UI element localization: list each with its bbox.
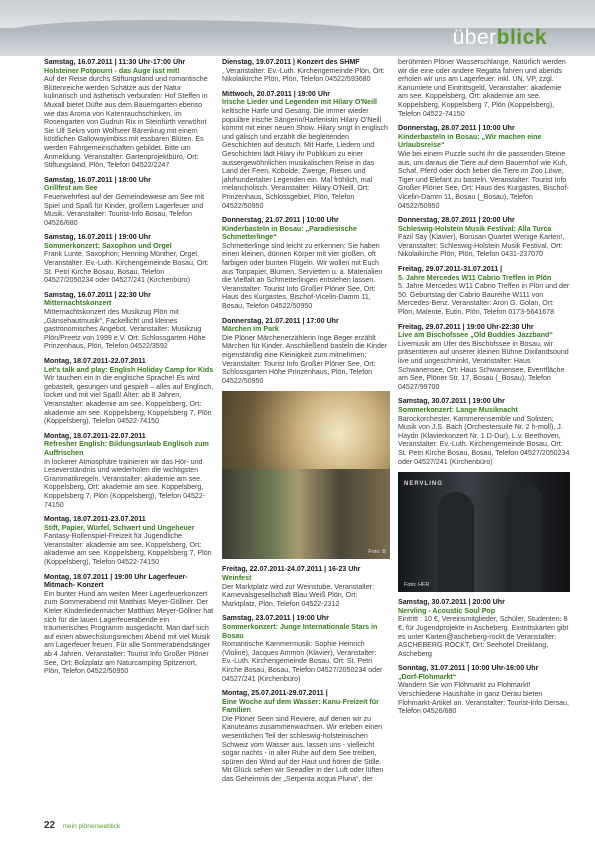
header-banner	[0, 0, 595, 56]
event-date: Freitag, 29.07.2011 | 19:00 Uhr-22:30 Uhr	[398, 322, 534, 331]
event-title: Sommerkonzert: Saxophon und Orgel	[44, 241, 172, 250]
event-title: Schleswig-Holstein Musik Festival: Alla Turca	[398, 224, 552, 233]
event-date: Samstag, 30.07.2011 | 19:00 Uhr	[398, 397, 505, 406]
event-listing	[222, 90, 390, 210]
event-listing	[44, 573, 214, 676]
event-description: Der Marktplatz wird zur Weinstube. Veranstalter: Karnevalsgesellschaft Blau Weiß Plön, Ort: Marktplatz, Plön, Telefon 04522-2312	[222, 582, 375, 608]
event-title: Irische Lieder und Legenden mit Hilary O'Neill	[222, 98, 378, 107]
event-listing	[44, 233, 214, 285]
event-listing	[398, 397, 570, 466]
event-listing	[44, 357, 214, 426]
event-date: Montag, 18.07.2011-22.07.2011	[44, 431, 146, 440]
event-listing	[44, 58, 214, 170]
event-description: Frank Lunte, Saxophon; Henning Münther, Orgel, Veranstalter: Ev.-Luth. Kirchengemeinde Bosau, Ort: St. Petri Kirche Bosau, Bosau, Telefon 04527/2050234 oder 04527/241 (Kirchenbüro)	[44, 250, 209, 285]
photo-credit: Foto: HFR	[404, 581, 430, 588]
event-date: Mittwoch, 20.07.2011 | 19:00 Uhr	[222, 89, 331, 98]
event-title: „Dorf-Flohmarkt“	[398, 672, 457, 681]
event-description: Barockorchester, Kammerensemble und Solisten; Musik von J.S. Bach (Orchestersuite Nr. 2 h-moll), J. Haydn (Klavierkonzert Nr. 1 D-Dur), L.v. Beethoven, Veranstalter: Ev.-Luth. Kirchengemeinde Bosau, Ort: St. Petri Kirche Bosau, Bosau, Telefon 04527/2050234 oder 04527/241 (Kirchenbüro)	[398, 414, 570, 466]
event-description: Fantasy-Rollenspiel-Freizeit für Jugendliche. Veranstalter: akademie am see. Koppelsberg, Ort: akademie am see. Koppelsberg, Koppelsberg 7, Plön (Koppelsberg), Telefon 04522-74150	[44, 532, 212, 567]
event-photo	[222, 391, 390, 559]
event-listing	[44, 291, 214, 351]
event-date: Samstag, 16.07.2011 | 11:30 Uhr-17:00 Uhr	[44, 58, 186, 66]
event-title: Kinderbasteln in Bosau: „Wir machen eine Urlaubsreise“	[398, 132, 542, 150]
event-listing	[398, 598, 570, 658]
event-date: Samstag, 23.07.2011 | 19:00 Uhr	[222, 614, 329, 623]
event-title: Sommerkonzert: Lange Musiknacht	[398, 405, 518, 414]
event-description: keltische Harfe und Gesang. Die immer wieder populäre irische Sängerin/Harfenistin Hilary O'Neill kommt mit einer neuen Show. Hilary singt in englisch und gälisch und erzählt die begleitenden Geschichten auf deutsch. Mit Harfe, Liedern und Geschichten lädt Hilary ihr Publikum zu einer aussergewöhnlichen musikalischen Reise in das Land der Feen, Kobolde, Zwerge, Riesen und jahrhundertalter Legenden ein. Mal fröhlich, mal melancholisch. Veranstalter: Hilary O'Neill, Ort: Prinzenhaus, Schlossgebiet, Plön, Telefon 04522/50950	[222, 106, 388, 210]
event-description: Eintritt : 10 €, Vereinsmitglieder, Schüler, Studenten: 8 €, für Jugendprojekte in Ascheberg. Eintrittskarten gibt es unter Karten@ascheberg-rockt.de Veranstalter: ASCHEBERG ROCKT, Ort: Seehotel Dreiklang, Ascheberg	[398, 615, 569, 658]
event-listing	[44, 515, 214, 567]
event-listing	[398, 58, 570, 118]
event-description: , Veranstalter: Ev.-Luth. Kirchengemeinde Plön, Ort: Nikolaikirche Plön, Plön, Telefon 04522/593680	[222, 66, 385, 84]
event-date: Montag, 18.07.2011 | 19:00 Uhr Lagerfeuer-Mitmach- Konzert	[44, 572, 188, 590]
event-date: Sonntag, 31.07.2011 | 10:00 Uhr-16:00 Uhr	[398, 664, 539, 673]
event-listing	[222, 58, 390, 84]
page-number: 22	[44, 820, 56, 831]
photo-credit: Foto: B	[368, 548, 386, 555]
event-description: 5. Jahre Mercedes W11 Cabrio Treffen in Plön und der 50. Geburtstag der Cabrio Baureihe W111 von Mercedes-Benz. Veranstalter: Aron G. Golan, Ort: Plön, Malente, Eutin, Plön, Telefon 0173-5641678	[398, 282, 570, 317]
event-title: Weinfest	[222, 573, 252, 582]
event-date: Donnerstag, 21.07.2011 | 10:00 Uhr	[222, 216, 339, 225]
column-3	[398, 58, 570, 722]
event-description: Mitternachtskonzert des Musikzug Plön mit „Gänsehautmusik“, Fackellicht und kleines gastronomisches Angebot. Veranstalter: Musikzug Plön/Preetz von 1999 e.V. Ort: Schlossgarten Höhe Prinzenhaus, Plön, Telefon 04522/3592	[44, 308, 206, 351]
event-listing	[44, 432, 214, 509]
event-description: Die Plöner Märchenerzählerin Inge Beger erzählt Märchen für Kinder. Anschließend basteln die Kinder eigenständig eine Kleinigkeit zum mitnehmen; Veranstalter: Tourist Info Großer Plöner See, Ort: Schlossgarten Höhe Prinzenhaus, Plön, Telefon 04522/50950	[222, 333, 388, 385]
event-title: Sommerkonzert: Junge Internationale Stars in Bosau	[222, 622, 378, 640]
event-title: Märchen im Park	[222, 325, 279, 334]
event-date: Montag, 18.07.2011-22.07.2011	[44, 357, 146, 365]
event-listing	[398, 216, 570, 259]
event-description: Livemusik am Ufer des Bischofssee in Bosau, wir präsentieren auf unserer kleinen Bühne Dixilandsound live und ungeschminkt, Veranstalter: Haus Schwanensee, Ort: Haus Schwanensee, Eventfläche am See, Plöner Str. 17, Bosau (_Bosau), Telefon 04527/99700	[398, 339, 569, 391]
event-date: Freitag, 29.07.2011-31.07.2011 |	[398, 265, 503, 274]
event-date: Freitag, 22.07.2011-24.07.2011 | 16-23 Uhr	[222, 565, 361, 574]
event-date: Donnerstag, 28.07.2011 | 20:00 Uhr	[398, 216, 515, 225]
event-title: Mitternachtskonzert	[44, 299, 112, 308]
event-listing	[222, 317, 390, 386]
event-listing	[44, 176, 214, 228]
event-date: Samstag, 30.07.2011 | 20:00 Uhr	[398, 598, 505, 607]
event-description: berühmten Plöner Wasserschlange. Natürlich werden wir die eine oder andere Regatta fahren und abends erholen wir uns am Lagerfeuer. inkl. ÜN, VP, zzgl. Kanumiete und Eintrittsgeld, Veranstalter: akademie am see. Koppelsberg, Ort: akademie am see. Koppelsberg, Koppelsberg 7, Plön (Koppelsberg), Telefon 04522-74150	[398, 58, 566, 118]
event-date: Montag, 18.07.2011-23.07.2011	[44, 515, 146, 524]
event-description: In lockerer Atmosphäre trainieren wir das Hör- und Leseverständnis und wiederholen die wichtigsten Grammatikregeln. Veranstalter: akademie am see. Koppelsberg, Ort: akademie am see. Koppelsberg, Koppelsberg 7, Plön (Koppelsberg), Telefon 04522-74150	[44, 457, 206, 509]
event-description: Wie bei einem Puzzle sucht ihr die passenden Steine aus, um daraus die Tiere auf dem Bauernhof wie Kuh, Schaf, Pferd oder doch lieber die Tiere im Zoo Löwe, Tiger und Elefant zu basteln. Veranstalter: Tourist Info Großer Plöner See, Ort: Haus des Kurgastes, Bischof-Vicelin-Damm 11, Bosau (_Bosau), Telefon 04522/50950	[398, 149, 569, 210]
event-description: Wir tauchen ein in die englische Sprache! Es wird gebastelt, gesungen und gespielt – alles auf Englisch, locker und mit viel Spaß! Alter: ab 8 Jahren, Veranstalter: akademie am see. Koppelsberg, Ort: akademie am see. Koppelsberg, Koppelsberg 7, Plön (Koppelsberg), Telefon 04522-74150	[44, 374, 214, 426]
page-footer	[44, 820, 120, 831]
crowd-image	[222, 469, 390, 559]
event-listing	[222, 216, 390, 311]
event-description: Feuerwehrfest auf der Gemeindewiese am See mit Spiel und Spaß für Kinder, großem Lagerfeuer und Musik. Veranstalter: Tourist-Info Bosau, Telefon 04526/680	[44, 192, 205, 227]
column-1	[44, 58, 214, 682]
event-listing	[398, 265, 570, 317]
event-description: Fazil Say (Klavier), Borusan Quartet Wenige Karten!, Veranstalter: Schleswig-Holstein Musik Festival, Ort: Nikolaikirche Plön, Plön, Telefon 0431-237070	[398, 233, 565, 259]
band-member	[506, 482, 542, 592]
event-description: Wandern Sie von Flohmarkt zu Flohmarkt! Verschiedene Haushalte in ganz Derau bieten Flohmarkt-Artikel an. Veranstalter: Tourist-Info Dersau, Telefon 04526/680	[398, 681, 569, 716]
event-date: Samstag, 16.07.2011 | 22:30 Uhr	[44, 290, 151, 299]
magazine-name: mein plönerseeblick	[62, 823, 121, 830]
event-title: Grillfest am See	[44, 184, 98, 193]
event-title: Holsteiner Potpourri - das Auge isst mit!	[44, 66, 180, 75]
event-description: Die Plöner Seen sind Reviere, auf denen wir zu Kanuteams zusammenwachsen. Wir erleben einen wesentlichen Teil der schleswig-holsteinischen Schweiz vom Wasser aus, lassen uns - vielleicht sogar nachts - in aller Ruhe auf dem See treiben, spüren den Wind auf der Haut und hören die Stille. Mit Glück sehen wir Seeadler in der Luft oder lüften das Geheimnis der „Serpenta acqua Pluna“, der	[222, 714, 384, 784]
event-description: Romantische Kammermusik: Sophie Heinrich (Violine), Jacques Ammon (Klavier), Veranstalter: Ev.-Luth. Kirchengemeinde Bosau, Ort: St. Petri Kirche Bosau, Bosau, Telefon 04527/2050234 oder 04527/241 (Kirchenbüro)	[222, 640, 383, 683]
event-date: Donnerstag, 21.07.2011 | 17:00 Uhr	[222, 316, 339, 325]
event-title: Refresher English: Bildungsurlaub Englisch zum Auffrischen	[44, 440, 209, 457]
event-listing	[398, 124, 570, 210]
event-listing	[398, 664, 570, 716]
band-photo	[398, 472, 570, 592]
event-title: Stift, Papier, Würfel, Schwert und Ungeheuer	[44, 523, 195, 532]
band-member	[438, 492, 474, 592]
band-logo: NERVLING	[404, 481, 443, 488]
event-description: Schmetterlinge sind leicht zu erkennen: Sie haben einen kleinen, dünnen Körper mit vier großen, oft farbigen oder bunten Flügeln. Wir wollen mit Euch aus Tonpapier, Blumen, Servietten u. a. Materialien die Vielfalt an Schmetterlingen entstehen lassen. Veranstalter: Tourist Info Großer Plöner See, Ort: Haus des Kurgastes, Bischof-Vicelin-Damm 11, Bosau, Telefon 04522/50950	[222, 241, 383, 311]
event-description: Ein bunter Hund am weiten Meer Lagerfeuerkonzert zum Sommerabend mit Matthias Meyer-Göllner. Der Kieler Kinderliedermacher Matthias Meyer-Göllner hat sich für die lauen Lagerfeuerabende ein träumerisches Programm ausgedacht. Man darf sich auf einen abwechslungsreichen Abend mit viel Musik am Lagerfeuer freuen. Für alle Sommerabendsänger ab 4 Jahren. Veranstalter: Tourist Info Großer Plöner See, Ort: Bolzplatz am Naturcamping Spitzenort, Plön, Telefon 04522/50950	[44, 589, 214, 676]
event-title: Eine Woche auf dem Wasser: Kanu-Freizeit für Familien	[222, 697, 379, 715]
event-description: Auf der Reise durchs Stiftungsland und romantische Blütenreiche werden Schätze aus der Natur kulinarisch und ästhetisch verbunden: Hof Steffen in Muxall bietet Düfte aus dem Bauerngarten ebenso wie das Aroma von Katenrauchschinken, im Rosengarten von Gudrun Rix in Steinfurth verwöhnt Sie Ulf Sekrs vom Wolfseer Bärenkrug mit einem köstlichen Gallowayimbiss mit essbaren Blüten. Es werden Fahrgemeinschaften gebildet. Bitte um Anmeldung. Veranstalter: Gartenprojektbüro, Ort: Stiftungsland, Plön, Telefon 04522/2247	[44, 75, 208, 170]
event-title: Nervling - Acoustic Soul Pop	[398, 606, 496, 615]
event-listing	[222, 614, 390, 683]
event-title: Live am Bischofssee „Old Buddies Jazzband“	[398, 331, 553, 340]
event-title: Kinderbasteln in Bosau: „Paradiesische Schmetterlinge“	[222, 224, 357, 242]
event-listing	[222, 689, 390, 784]
event-title: Let's talk and play: English Holiday Camp for Kids	[44, 365, 214, 374]
event-date: Samstag, 16.07.2011 | 18:00 Uhr	[44, 175, 151, 184]
event-date: Dienstag, 19.07.2011 | Konzert des SHMF	[222, 58, 360, 66]
event-title: 5. Jahre Mercedes W11 Cabrio Treffen in Plön	[398, 273, 552, 282]
event-date: Donnerstag, 28.07.2011 | 10:00 Uhr	[398, 124, 515, 133]
event-listing	[398, 323, 570, 392]
event-date: Montag, 25.07.2011-29.07.2011 |	[222, 689, 328, 698]
event-date: Samstag, 16.07.2011 | 19:00 Uhr	[44, 233, 151, 242]
event-listing	[222, 565, 390, 608]
section-title: überblick	[452, 26, 547, 49]
column-2	[222, 58, 390, 790]
